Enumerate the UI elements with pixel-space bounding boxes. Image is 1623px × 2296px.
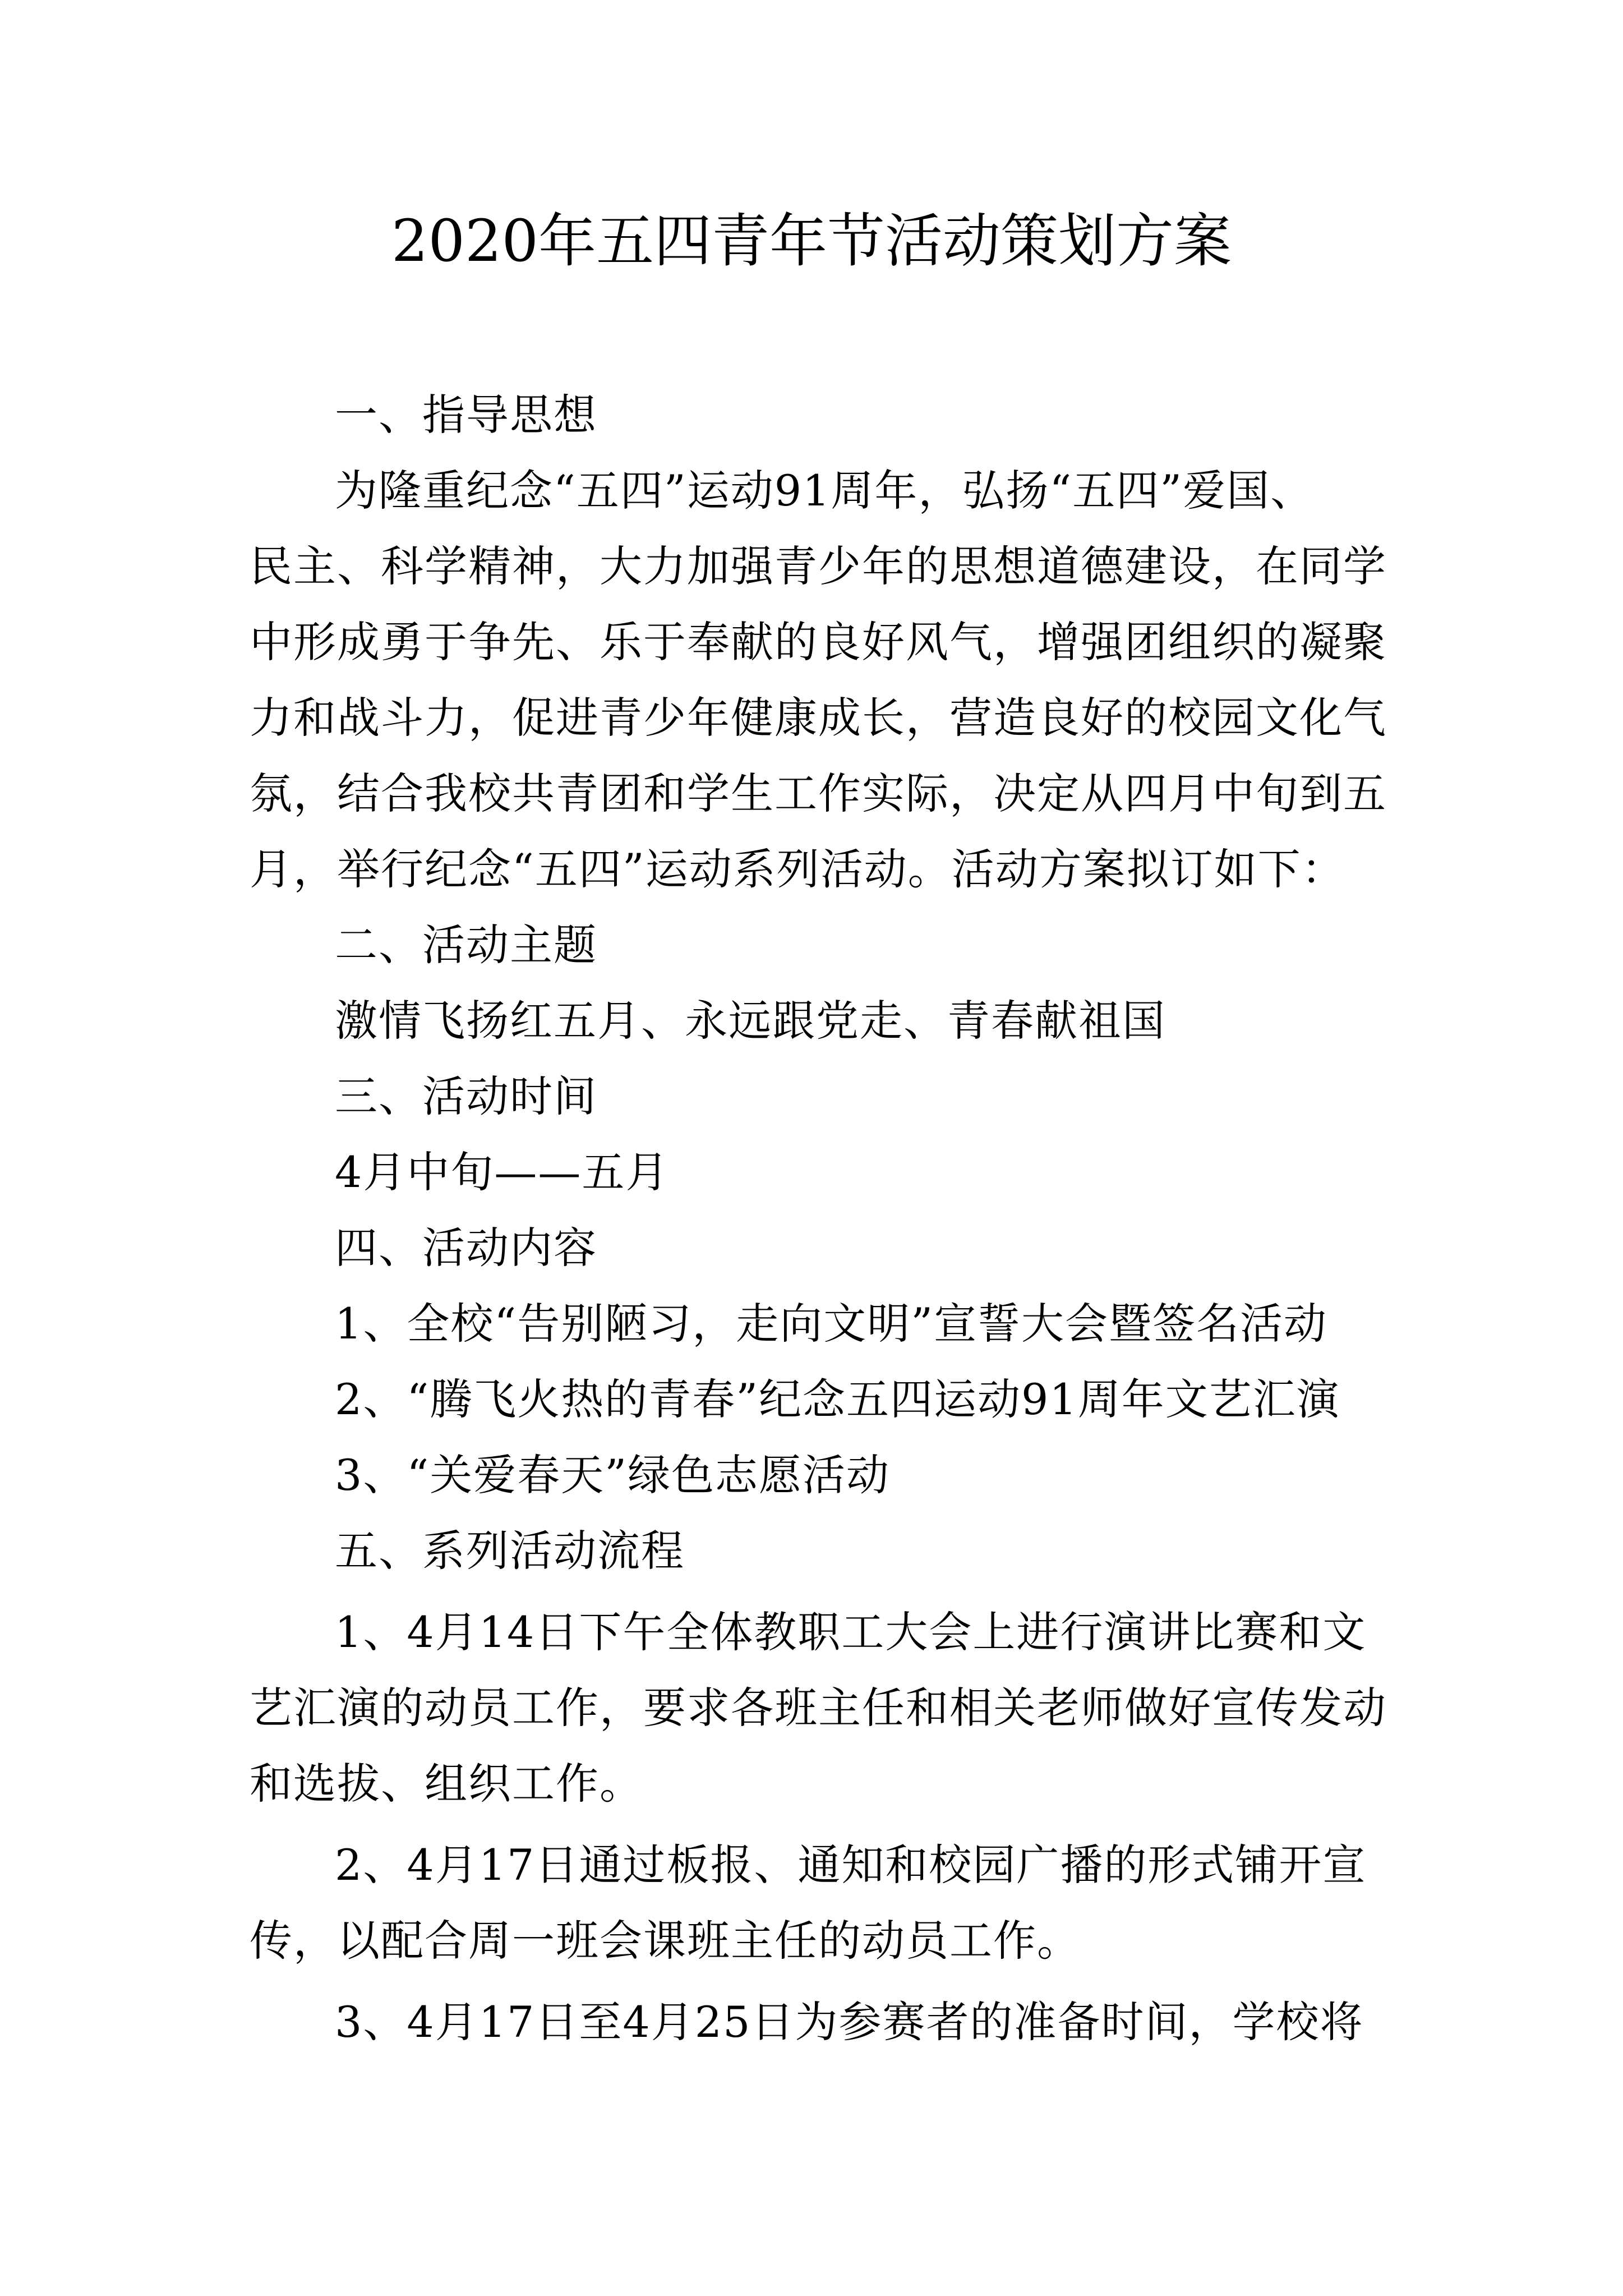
body-line: 氛，结合我校共青团和学生工作实际，决定从四月中旬到五 [250, 769, 1387, 818]
body-line: 3、4月17日至4月25日为参赛者的准备时间，学校将 [335, 1997, 1364, 2047]
body-line: 1、4月14日下午全体教职工大会上进行演讲比赛和文 [335, 1607, 1367, 1657]
body-line: 3、“关爱春天”绿色志愿活动 [335, 1450, 891, 1500]
body-line: 为隆重纪念“五四”运动91周年，弘扬“五四”爱国、 [335, 466, 1315, 516]
body-line: 民主、科学精神，大力加强青少年的思想道德建设，在同学 [250, 541, 1387, 591]
body-line: 月，举行纪念“五四”运动系列活动。活动方案拟订如下： [250, 844, 1345, 894]
body-line: 力和战斗力，促进青少年健康成长，营造良好的校园文化气 [250, 693, 1387, 743]
body-line: 和选拔、组织工作。 [250, 1759, 643, 1809]
body-line: 1、全校“告别陋习，走向文明”宣誓大会暨签名活动 [335, 1299, 1328, 1349]
document-body [250, 377, 1410, 2060]
body-line: 激情飞扬红五月、永远跟党走、青春献祖国 [335, 996, 1166, 1046]
body-line: 一、指导思想 [335, 390, 597, 440]
body-line: 传，以配合周一班会课班主任的动员工作。 [250, 1916, 1081, 1966]
body-line: 二、活动主题 [335, 920, 597, 970]
body-line: 4月中旬——五月 [335, 1147, 670, 1197]
body-line: 2、4月17日通过板报、通知和校园广播的形式铺开宣 [335, 1840, 1367, 1890]
body-line: 三、活动时间 [335, 1071, 597, 1121]
document-title: 2020年五四青年节活动策划方案 [391, 208, 1232, 275]
body-line: 2、“腾飞火热的青春”纪念五四运动91周年文艺汇演 [335, 1374, 1340, 1424]
body-line: 五、系列活动流程 [335, 1526, 685, 1576]
body-line: 艺汇演的动员工作，要求各班主任和相关老师做好宣传发动 [250, 1683, 1387, 1733]
body-line: 中形成勇于争先、乐于奉献的良好风气，增强团组织的凝聚 [250, 617, 1387, 667]
body-line: 四、活动内容 [335, 1223, 597, 1273]
